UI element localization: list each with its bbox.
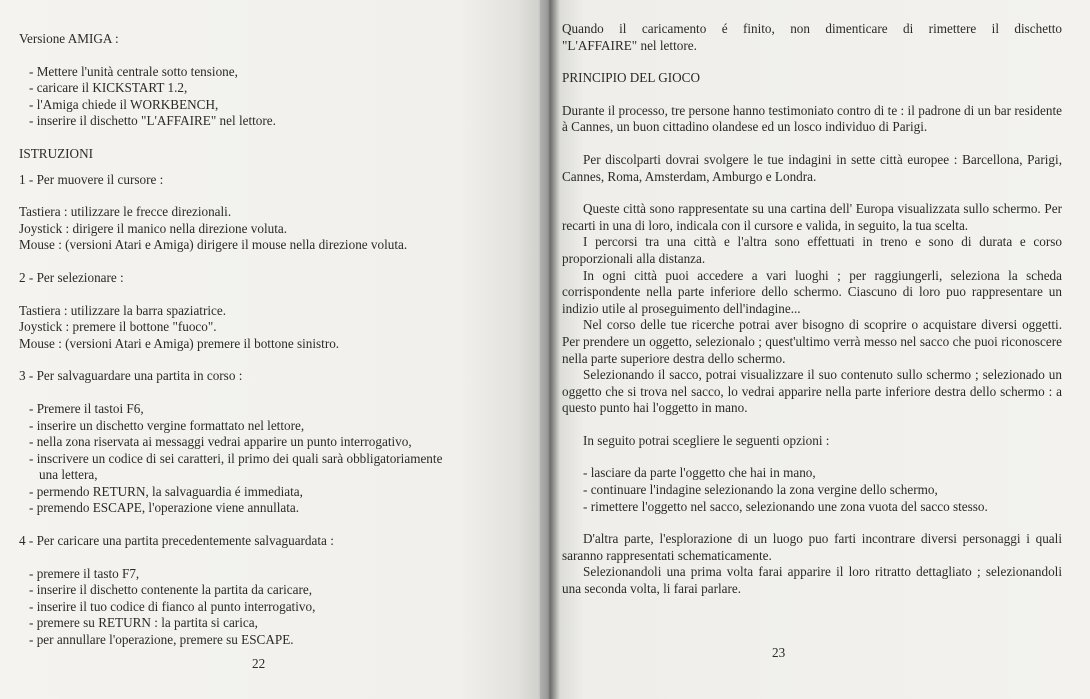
page-number: 23 [772, 645, 786, 661]
list-item: - inserire il dischetto contenente la partita da caricare, [29, 582, 313, 598]
paragraph: Selezionando il sacco, potrai visualizzare il suo contenuto sullo schermo ; selezionado un oggetto che si trova nel sacco, lo vedrai apparire nella parte inferiore destra dello schermo : a questo punto hai l'oggetto in mano. [562, 367, 1062, 416]
section-title: 1 - Per muovere il cursore : [19, 171, 164, 187]
control-line: Tastiera : utilizzare le frecce direzionali. [19, 204, 232, 220]
control-line: Joystick : premere il bottone "fuoco". [19, 319, 217, 335]
option-item: - rimettere l'oggetto nel sacco, selezionando une zona vuota del sacco stesso. [583, 498, 988, 514]
options-intro: In seguito potrai scegliere le seguenti opzioni : [583, 432, 830, 448]
page-number: 22 [252, 656, 266, 672]
list-item: - premere il tasto F7, [29, 565, 140, 581]
section-title: 3 - Per salvaguardare una partita in corso : [19, 368, 243, 384]
principle-heading: PRINCIPIO DEL GIOCO [562, 70, 700, 86]
list-item: - inserire un dischetto vergine formattato nel lettore, [29, 417, 305, 433]
list-item: - inscrivere un codice di sei caratteri, il primo dei quali sarà obbligatoriamente [29, 450, 443, 466]
page-left [0, 0, 540, 699]
section-title: 2 - Per selezionare : [19, 269, 124, 285]
amiga-step: - caricare il KICKSTART 1.2, [29, 80, 188, 96]
intro-line: Quando il caricamento é finito, non dimenticare di rimettere il dischetto [562, 21, 1062, 36]
list-item: - Premere il tastoi F6, [29, 400, 144, 416]
list-item: - inserire il tuo codice di fianco al punto interrogativo, [29, 598, 316, 614]
paragraph: D'altra parte, l'esplorazione di un luogo puo farti incontrare diversi personaggi i quali saranno rappresentati schematicamente. [562, 531, 1062, 563]
paragraph: Nel corso delle tue ricerche potrai aver bisogno di scoprire o acquistare diversi oggetti. Per prendere un oggetto, selezionalo ; quest'ultimo verrà messo nel sacco che puoi riconoscere nella parte superiore destra dello schermo. [562, 317, 1062, 366]
list-item: - nella zona riservata ai messaggi vedrai apparire un punto interrogativo, [29, 434, 412, 450]
control-line: Mouse : (versioni Atari e Amiga) dirigere il mouse nella direzione voluta. [19, 237, 408, 253]
instructions-heading: ISTRUZIONI [19, 145, 93, 161]
option-item: - lasciare da parte l'oggetto che hai in mano, [583, 465, 816, 481]
control-line: Mouse : (versioni Atari e Amiga) premere il bottone sinistro. [19, 335, 340, 351]
list-item: una lettera, [39, 467, 98, 483]
paragraph: In ogni città puoi accedere a vari luoghi ; per raggiungerli, seleziona la scheda corrispondente nella parte inferiore dello schermo. Ciascuno di loro puo rappresentare un indizio utile al proseguimento dell'indagine... [562, 267, 1062, 316]
version-heading: Versione AMIGA : [19, 31, 119, 46]
page-right [540, 0, 1090, 699]
paragraph: I percorsi tra una città e l'altra sono effettuati in treno e sono di durata e corso proporzionali alla distanza. [562, 234, 1062, 266]
list-item: - permendo RETURN, la salvaguardia é immediata, [29, 483, 303, 499]
section-title: 4 - Per caricare una partita precedentemente salvaguardata : [19, 533, 334, 549]
paragraph: Queste città sono rappresentate su una cartina dell' Europa visualizzata sullo schermo. Per recarti in una di loro, indicala con il cursore e valida, in seguito, la tua scelta. [562, 201, 1062, 233]
list-item: - premere su RETURN : la partita si carica, [29, 615, 258, 631]
control-line: Tastiera : utilizzare la barra spaziatrice. [19, 302, 227, 318]
control-line: Joystick : dirigere il manico nella direzione voluta. [19, 220, 288, 236]
intro-line: "L'AFFAIRE" nel lettore. [562, 37, 697, 53]
amiga-step: - Mettere l'unità centrale sotto tensione, [29, 63, 238, 79]
option-item: - continuare l'indagine selezionando la zona vergine dello schermo, [583, 482, 938, 498]
list-item: - premendo ESCAPE, l'operazione viene annullata. [29, 500, 300, 516]
amiga-step: - inserire il dischetto "L'AFFAIRE" nel lettore. [29, 113, 276, 129]
paragraph: Selezionandoli una prima volta farai apparire il loro ritratto dettagliato ; selezionandoli una seconda volta, li farai parlare. [562, 564, 1062, 597]
amiga-step: - l'Amiga chiede il WORKBENCH, [29, 96, 219, 112]
paragraph: Per discolparti dovrai svolgere le tue indagini in sette città europee : Barcellona, Parigi, Cannes, Roma, Amsterdam, Amburgo e Londra. [562, 151, 1062, 184]
paragraph: Durante il processo, tre persone hanno testimoniato contro di te : il padrone di un bar residente à Cannes, un buon cittadino olandese ed un losco individuo di Parigi. [562, 102, 1062, 135]
list-item: - per annullare l'operazione, premere su ESCAPE. [29, 632, 294, 648]
